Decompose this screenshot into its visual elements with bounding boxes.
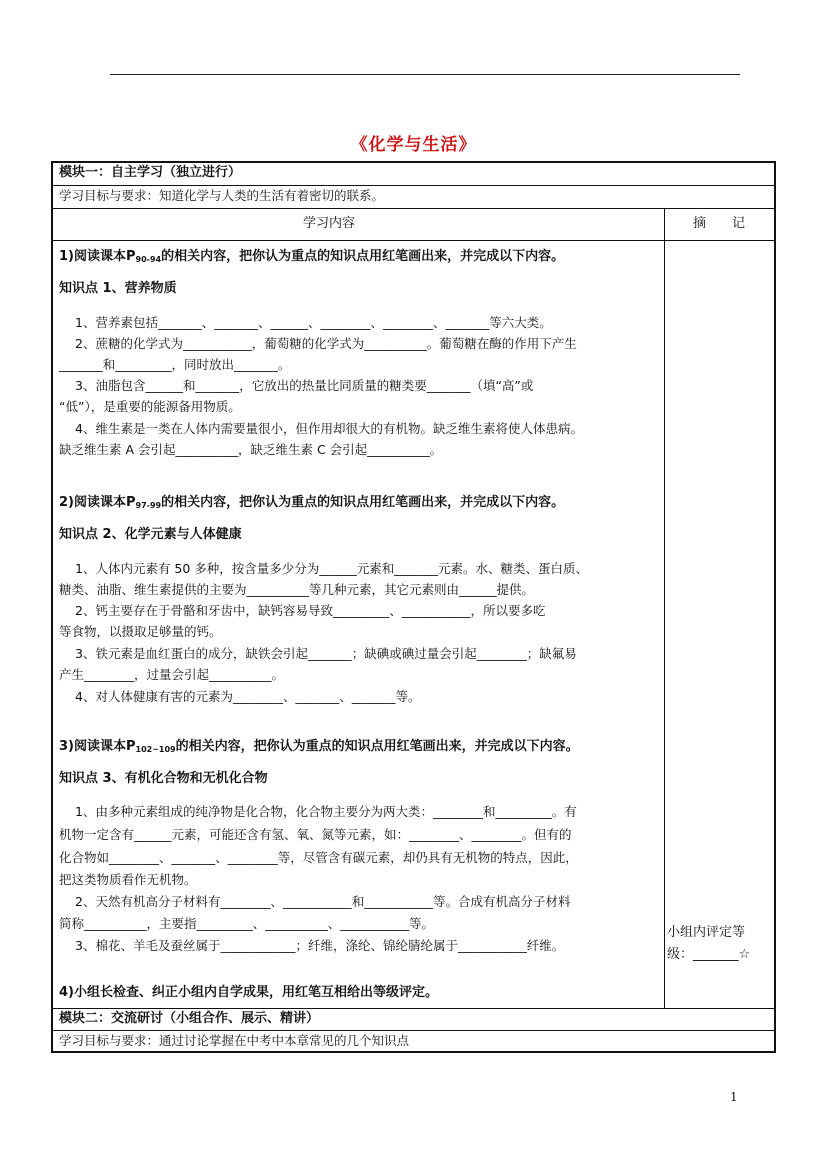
section1-line: 缺乏维生素 A 会引起__________，缺乏维生素 C 会引起__________。 (59, 442, 443, 457)
section1-line: 4、维生素是一类在人体内需要量很小，但作用却很大的有机物。缺乏维生素将使人体患病。 (75, 421, 583, 436)
section2-line: 1、人体内元素有 50 多种，按含量多少分为______元素和_______元素。水、糖类、蛋白质、 (75, 561, 589, 576)
section1-line: “低”），是重要的能源备用物质。 (59, 399, 241, 414)
section3-line: 机物一定含有______元素，可能还含有氢、氧、氮等元素，如：________、________。但有的 (59, 827, 572, 842)
section1-line: 1、营养素包括_______、_______、______、________、________、_______等六大类。 (75, 315, 552, 330)
section3-line: 2、天然有机高分子材料有________、___________和___________等。合成有机高分子材料 (75, 894, 571, 909)
section3-line: 3、棉花、羊毛及蚕丝属于____________；纤维，涤纶、锦纶腈纶属于___________纤维。 (75, 938, 565, 953)
column-divider (664, 208, 665, 1008)
section3-line: 简称__________，主要指_________、__________、___________等。 (59, 916, 435, 931)
section3-line: 化合物如________、_______、________等，尽管含有碳元素，却仍具有无机物的特点，因此， (59, 850, 578, 865)
module1-goal: 学习目标与要求：知道化学与人类的生活有着密切的联系。 (59, 188, 385, 203)
module2-goal: 学习目标与要求：通过讨论掌握在中考中本章常见的几个知识点 (59, 1033, 410, 1048)
section2-line: 等食物，以摄取足够量的钙。 (59, 624, 222, 639)
section2-line: 2、钙主要存在于骨骼和牙齿中，缺钙容易导致_________、___________，所以要多吃 (75, 603, 546, 618)
table-rule (53, 208, 774, 209)
group-evaluation-line1: 小组内评定等 (667, 925, 746, 940)
study-content (59, 240, 659, 1010)
col-header-content: 学习内容 (303, 216, 356, 231)
header-rule (110, 74, 740, 75)
group-evaluation-note (667, 922, 775, 966)
group-evaluation-line2: 级：_______☆ (667, 947, 751, 962)
page-number: 1 (730, 1090, 738, 1104)
section3-line: 把这类物质看作无机物。 (59, 872, 197, 887)
document-title: 《化学与生活》 (350, 135, 477, 155)
section3-line: 1、由多种元素组成的纯净物是化合物，化合物主要分为两大类：________和_________。有 (75, 804, 577, 819)
table-rule (53, 1008, 774, 1009)
section3-reading-instruction: 3)阅读课本$P_{102\sim 109}$的相关内容，把你认为重点的知识点用红笔画出来，并完成以下内容。 (59, 739, 579, 754)
section2-knowledge-point: 知识点 2、化学元素与人体健康 (59, 527, 242, 542)
section2-line: 糖类、油脂、维生素提供的主要为__________等几种元素，其它元素则由______提供。 (59, 582, 535, 597)
section2-line: 3、铁元素是血红蛋白的成分，缺铁会引起_______；缺碘或碘过量会引起________；缺氟易 (75, 646, 577, 661)
study-sheet-table (51, 161, 776, 1053)
section1-line: _______和_________，同时放出_______。 (59, 357, 291, 372)
section2-line: 产生________，过量会引起__________。 (59, 667, 285, 682)
section2-line: 4、对人体健康有害的元素为________、_______、_______等。 (75, 689, 421, 704)
section1-knowledge-point: 知识点 1、营养物质 (59, 281, 177, 296)
section4-instruction: 4)小组长检查、纠正小组内自学成果，用红笔互相给出等级评定。 (59, 985, 438, 1000)
section2-reading-instruction: 2)阅读课本$P_{97-99}$的相关内容，把你认为重点的知识点用红笔画出来，并完成以下内容。 (59, 495, 565, 510)
section1-line: 2、蔗糖的化学式为___________，葡萄糖的化学式为__________。葡萄糖在酶的作用下产生 (75, 336, 577, 351)
section3-knowledge-point: 知识点 3、有机化合物和无机化合物 (59, 771, 268, 786)
module1-heading: 模块一：自主学习（独立进行） (59, 165, 242, 180)
table-rule (53, 185, 774, 186)
section1-reading-instruction: 1)阅读课本$P_{90-94}$的相关内容，把你认为重点的知识点用红笔画出来，并完成以下内容。 (59, 249, 565, 264)
table-rule (53, 1030, 774, 1031)
module2-heading: 模块二：交流研讨（小组合作、展示、精讲） (59, 1011, 320, 1026)
col-header-notes: 摘 记 (693, 216, 746, 231)
section1-line: 3、油脂包含______和_______，它放出的热量比同质量的糖类要_______（填“高”或 (75, 378, 534, 393)
